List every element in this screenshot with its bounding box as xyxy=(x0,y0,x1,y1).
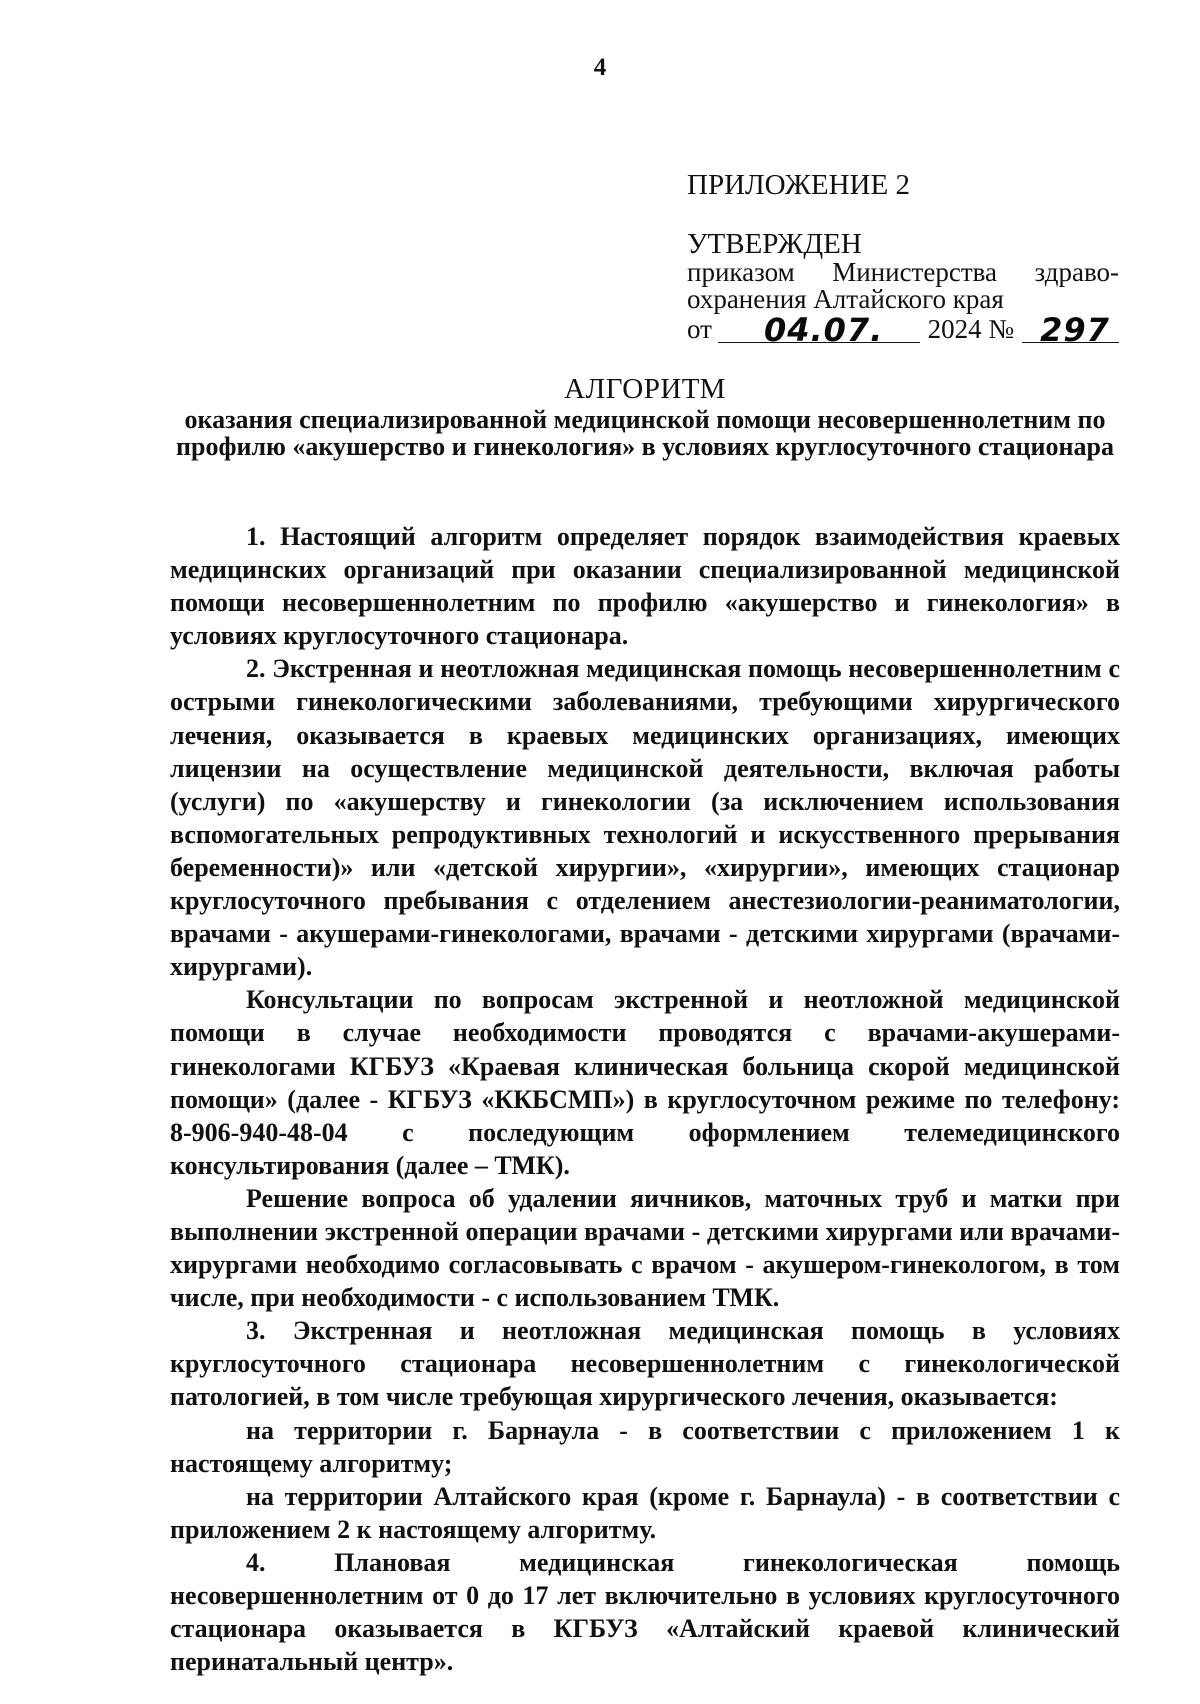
approved-heading: УТВЕРЖДЕН xyxy=(687,228,862,260)
date-field xyxy=(718,311,920,349)
handwritten-date: 04.07. xyxy=(763,311,884,349)
paragraph-4: 4. Плановая медицинская гинекологическая помощь несовершеннолетним от 0 до 17 лет включительно в условиях круглосуточного стационара оказывается в КГБУЗ «Алтайский краевой клинический перинатальный центр». xyxy=(170,1547,1120,1677)
paragraph-organ-removal: Решение вопроса об удалении яичников, маточных труб и матки при выполнении экстренной операции врачами - детскими хирургами или врачами-хирургами необходимо согласовывать с врачом - акушером-гинекологом, в том числе, при необходимости - с использованием ТМК. xyxy=(170,1183,1120,1313)
paragraph-1: 1. Настоящий алгоритм определяет порядок взаимодействия краевых медицинских организаций при оказании специализированной медицинской помощи несовершеннолетним по профилю «акушерство и гинекология» в условиях круглосуточного стационара. xyxy=(170,522,1120,651)
paragraph-3: 3. Экстренная и неотложная медицинская помощь в условиях круглосуточного стационара несовершеннолетним с гинекологической патологией, в том числе требующая хирургического лечения, оказывается: xyxy=(170,1316,1120,1412)
document-body xyxy=(170,520,1120,1678)
paragraph-barnaul: на территории г. Барнаула - в соответствии с приложением 1 к настоящему алгоритму; xyxy=(170,1415,1120,1478)
approval-block xyxy=(687,168,1119,349)
approval-date-line xyxy=(687,311,1119,349)
number-field xyxy=(1022,311,1119,349)
algorithm-subtitle: оказания специализированной медицинской помощи несовершеннолетним по профилю «акушерство и гинекология» в условиях круглосуточного стационара xyxy=(176,405,1114,461)
approval-ministry-line: охранения Алтайского края xyxy=(687,284,1004,314)
approval-order-line: приказом Министерства здраво- xyxy=(687,257,1119,287)
paragraph-2: 2. Экстренная и неотложная медицинская помощь несовершеннолетним с острыми гинекологическими заболеваниями, требующими хирургического лечения, оказывается в краевых медицинских организациях, имеющих лицензии на осуществление медицинской деятельности, включая работы (услуги) по «акушерству и гинекологии (за исключением использования вспомогательных репродуктивных технологий и искусственного прерывания беременности)» или «детской хирургии», «хирургии», имеющих стационар круглосуточного пребывания с отделением анестезиологии-реаниматологии, врачами - акушерами-гинекологами, врачами - детскими хирургами (врачами-хирургами). xyxy=(170,654,1120,982)
algorithm-title: АЛГОРИТМ xyxy=(564,373,726,405)
handwritten-number: 297 xyxy=(1040,311,1110,349)
paragraph-altai-krai: на территории Алтайского края (кроме г. Барнаула) - в соответствии с приложением 2 к настоящему алгоритму. xyxy=(170,1481,1120,1544)
from-label: от xyxy=(687,314,712,344)
page-number: 4 xyxy=(593,54,607,81)
appendix-title: ПРИЛОЖЕНИЕ 2 xyxy=(687,169,910,201)
algorithm-heading xyxy=(170,372,1120,460)
paragraph-consultations: Консультации по вопросам экстренной и неотложной медицинской помощи в случае необходимости проводятся с врачами-акушерами-гинекологами КГБУЗ «Краевая клиническая больница скорой медицинской помощи» (далее - КГБУЗ «ККБСМП») в круглосуточном режиме по телефону: 8-906-940-48-04 с последующим оформлением телемедицинского консультирования (далее – ТМК). xyxy=(170,985,1120,1180)
year-label: 2024 № xyxy=(927,314,1015,344)
